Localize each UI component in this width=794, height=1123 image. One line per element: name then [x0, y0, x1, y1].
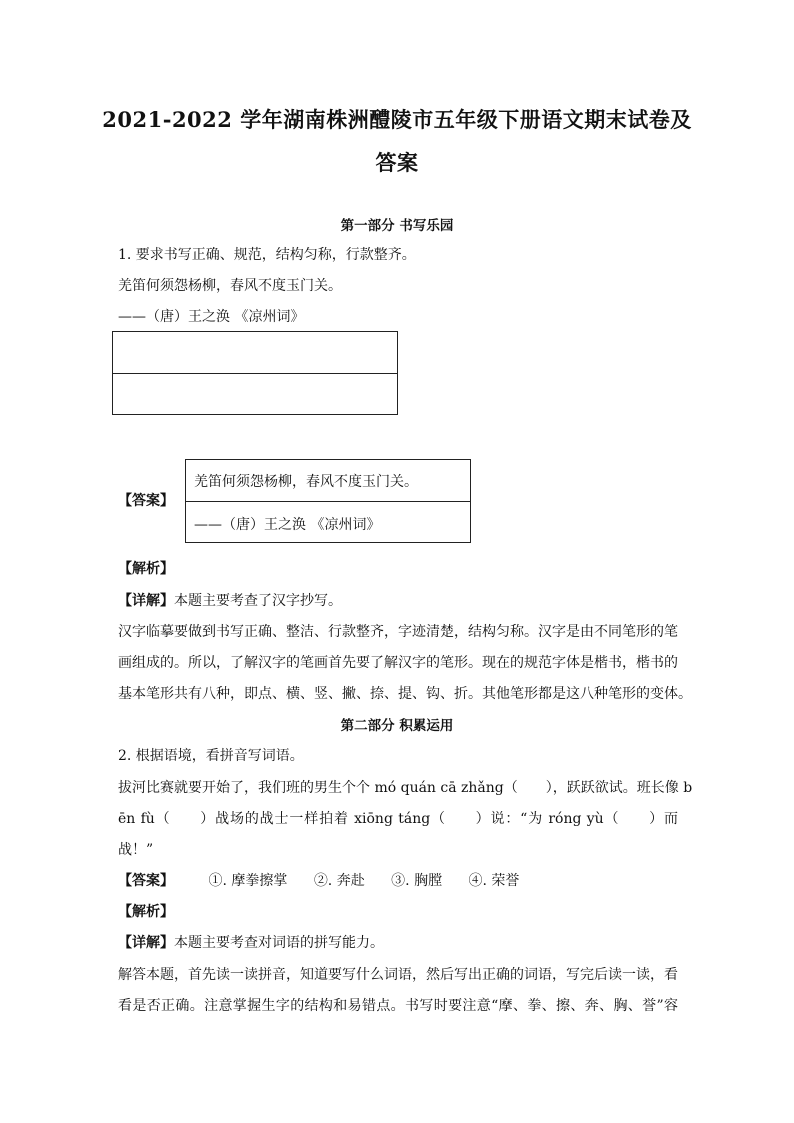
document-title-line2: 答案 — [375, 150, 419, 175]
answer-option-1: ①. 摩拳擦掌 — [208, 873, 288, 889]
answer-label-1: 【答案】 — [118, 493, 174, 509]
question2-line-1: 拔河比赛就要开始了，我们班的男生个个 mó quán cā zhǎng（ ），跃跃欲试。班长像 b — [118, 780, 693, 796]
detail-line-1 — [118, 590, 342, 610]
answer-option-3: ③. 胸膛 — [391, 873, 443, 889]
answer-poem: 羌笛何须怨杨柳，春风不度玉门关。 — [194, 474, 418, 490]
answer-grid-divider — [186, 501, 470, 502]
question2-line-3: 战！” — [118, 842, 154, 858]
answer-label-2: 【答案】 — [118, 873, 174, 889]
paragraph-1-line-2: 画组成的。所以，了解汉字的笔画首先要了解汉字的笔形。现在的规范字体是楷书，楷书的 — [118, 655, 678, 671]
paragraph-1-line-1: 汉字临摹要做到书写正确、整洁、行款整齐，字迹清楚，结构匀称。汉字是由不同笔形的笔 — [118, 624, 678, 640]
detail-text-2: 本题主要考查对词语的拼写能力。 — [174, 935, 384, 951]
answer-option-4: ④. 荣誉 — [468, 873, 520, 889]
paragraph-2-line-2: 看是否正确。注意掌握生字的结构和易错点。书写时要注意“摩、拳、擦、奔、胸、誉”容 — [118, 998, 678, 1014]
part2-heading: 第二部分 积累运用 — [340, 718, 454, 734]
poem-source: ——（唐）王之涣 《凉州词》 — [118, 309, 305, 325]
detail-label-1: 【详解】 — [118, 593, 174, 609]
analysis-label-1: 【解析】 — [118, 561, 174, 577]
writing-grid-divider — [113, 373, 397, 374]
paragraph-2-line-1: 解答本题，首先读一读拼音，知道要写什么词语，然后写出正确的词语，写完后读一读，看 — [118, 967, 678, 983]
question1-text: 1. 要求书写正确、规范，结构匀称，行款整齐。 — [118, 247, 416, 263]
answer-option-2: ②. 奔赴 — [313, 873, 365, 889]
detail-label-2: 【详解】 — [118, 935, 174, 951]
detail-text-1: 本题主要考查了汉字抄写。 — [174, 593, 342, 609]
detail-line-2 — [118, 932, 384, 952]
question2-line-2: ēn fù（ ）战场的战士一样拍着 xiōng táng（ ）说：“为 róng yù（ ）而 — [118, 811, 678, 827]
answer-source: ——（唐）王之涣 《凉州词》 — [194, 517, 381, 533]
answer-line-2 — [118, 870, 541, 890]
answer-grid — [185, 459, 471, 543]
document-title-line1: 2021-2022 学年湖南株洲醴陵市五年级下册语文期末试卷及 — [102, 107, 692, 132]
paragraph-1-line-3: 基本笔形共有八种，即点、横、竖、撇、捺、提、钩、折。其他笔形都是这八种笔形的变体。 — [118, 686, 692, 702]
analysis-label-2: 【解析】 — [118, 904, 174, 920]
question2-text: 2. 根据语境，看拼音写词语。 — [118, 748, 304, 764]
poem-line: 羌笛何须怨杨柳，春风不度玉门关。 — [118, 278, 342, 294]
writing-grid — [112, 331, 398, 415]
part1-heading: 第一部分 书写乐园 — [340, 218, 454, 234]
